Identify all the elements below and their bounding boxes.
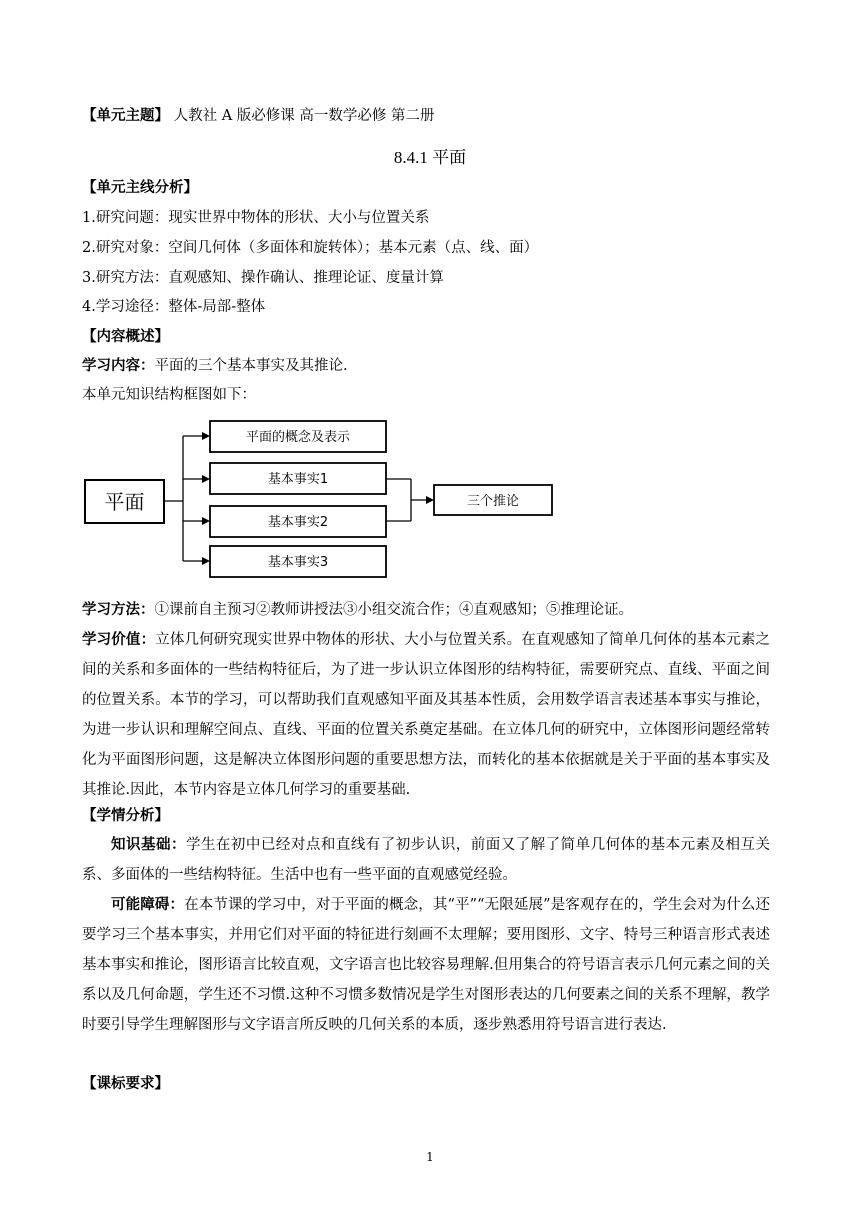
unit-theme-line bbox=[82, 106, 435, 126]
page-title: 8.4.1 平面 bbox=[393, 148, 467, 167]
obstacle-text: 在本节课的学习中，对于平面的概念，其“平”“无限延展”是客观存在的，学生会对为什么还要学习三个基本事实，并用它们对平面的特征进行刻画不太理解；要用图形、文字、特号三种语言形式表述基本事实和推论，图形语言比较直观，文字语言也比较容易理解.但用集合的符号语言表示几何元素之间的关系以及几何命题，学生还不习惯.这种不习惯多数情况是学生对图形表达的几何要素之间的关系不理解，教学时要引导学生理解图形与文字语言所反映的几何关系的本质，逐步熟悉用符号语言进行表达. bbox=[82, 897, 770, 1033]
list-item: 1.研究问题：现实世界中物体的形状、大小与位置关系 bbox=[82, 210, 430, 226]
obstacle-label: 可能障碍： bbox=[111, 896, 185, 913]
list-item: 4.学习途径：整体-局部-整体 bbox=[82, 299, 266, 315]
learning-value-paragraph bbox=[82, 625, 770, 805]
framework-intro: 本单元知识结构框图如下： bbox=[82, 387, 256, 403]
learning-value-text: 立体几何研究现实世界中物体的形状、大小与位置关系。在直观感知了简单几何体的基本元素之间的关系和多面体的一些结构特征后，为了进一步认识立体图形的结构特征，需要研究点、直线、平面之间的位置关系。本节的学习，可以帮助我们直观感知平面及其基本性质，会用数学语言表述基本事实与推论，为进一步认识和理解空间点、直线、平面的位置关系奠定基础。在立体几何的研究中，立体图形问题经常转化为平面图形问题，这是解决立体图形问题的重要思想方法，而转化的基本依据就是关于平面的基本事实及其推论.因此，本节内容是立体几何学习的重要基础. bbox=[82, 632, 771, 798]
diagram-node-fact3: 基本事实3 bbox=[267, 555, 329, 570]
unit-theme-label: 【单元主题】 bbox=[82, 107, 169, 124]
diagram-node-result: 三个推论 bbox=[466, 494, 520, 509]
arrow-head-icon bbox=[426, 496, 434, 504]
knowledge-base-text: 学生在初中已经对点和直线有了初步认识，前面又了解了简单几何体的基本元素及相互关系、多面体的一些结构特征。生活中也有一些平面的直观感觉经验。 bbox=[82, 837, 771, 883]
learning-content-label: 学习内容： bbox=[82, 357, 155, 374]
knowledge-base-label: 知识基础： bbox=[111, 836, 186, 853]
diagram-node-fact1: 基本事实1 bbox=[267, 472, 329, 487]
arrow-head-icon bbox=[202, 517, 210, 525]
list-item: 2.研究对象：空间几何体（多面体和旋转体）；基本元素（点、线、面） bbox=[82, 240, 539, 256]
learning-value-label: 学习价值： bbox=[82, 631, 156, 648]
arrow-head-icon bbox=[202, 432, 210, 440]
learning-content-line bbox=[82, 356, 348, 376]
learning-method-text: ①课前自主预习②教师讲授法③小组交流合作；④直观感知；⑤推理论证。 bbox=[154, 602, 633, 618]
diagram-node-fact2: 基本事实2 bbox=[267, 515, 329, 530]
knowledge-base-paragraph bbox=[82, 830, 770, 890]
obstacle-paragraph bbox=[82, 890, 770, 1040]
diagram-node-concept: 平面的概念及表示 bbox=[245, 430, 351, 445]
arrow-head-icon bbox=[202, 475, 210, 483]
unit-theme-text: 人教社 A 版必修课 高一数学必修 第二册 bbox=[169, 108, 435, 124]
section-heading-mainline: 【单元主线分析】 bbox=[82, 179, 198, 196]
learning-method-line bbox=[82, 600, 633, 620]
arrow-head-icon bbox=[202, 557, 210, 565]
learning-method-label: 学习方法： bbox=[82, 601, 155, 618]
section-heading-overview: 【内容概述】 bbox=[82, 328, 169, 345]
page-number: 1 bbox=[426, 1150, 434, 1164]
section-heading-curriculum: 【课标要求】 bbox=[82, 1075, 169, 1092]
diagram-node-root: 平面 bbox=[104, 490, 145, 514]
knowledge-structure-diagram bbox=[82, 414, 562, 578]
list-item: 3.研究方法：直观感知、操作确认、推理论证、度量计算 bbox=[82, 270, 444, 286]
section-heading-student-analysis: 【学情分析】 bbox=[82, 807, 169, 824]
learning-content-text: 平面的三个基本事实及其推论. bbox=[154, 358, 348, 374]
